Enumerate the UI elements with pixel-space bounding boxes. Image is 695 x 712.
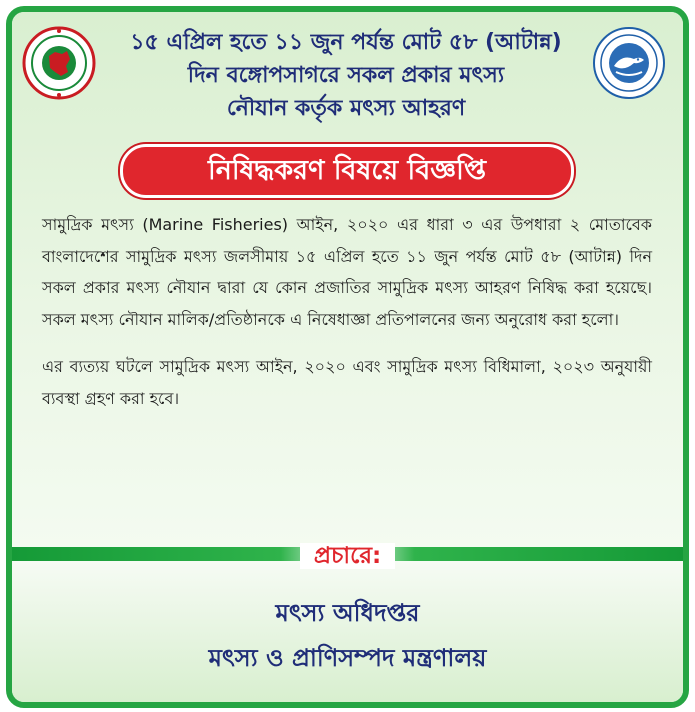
ministry-name: মৎস্য ও প্রাণিসম্পদ মন্ত্রণালয়: [208, 644, 487, 672]
fisheries-department-logo: [592, 26, 666, 100]
notice-frame: [6, 6, 689, 708]
header-line-2: দিন বঙ্গোপসাগরে সকল প্রকার মৎস্য: [187, 63, 505, 88]
notice-header: [108, 26, 584, 125]
notice-title: নিষিদ্ধকরণ বিষয়ে বিজ্ঞপ্তি: [120, 144, 574, 198]
government-seal-logo: [22, 26, 96, 100]
publicity-label-text: প্রচারে:: [300, 543, 395, 569]
header-line-1: ১৫ এপ্রিল হতে ১১ জুন পর্যন্ত মোট ৫৮ (আটান্ন): [130, 30, 562, 55]
notice-body: [42, 209, 652, 414]
body-paragraph-1: সামুদ্রিক মৎস্য (Marine Fisheries) আইন, ২০২০ এর ধারা ৩ এর উপধারা ২ মোতাবেক বাংলাদেশের সামুদ্রিক মৎস্য জলসীমায় ১৫ এপ্রিল হতে ১১ জুন পর্যন্ত মোট ৫৮ (আটান্ন) দিন সকল প্রকার মৎস্য নৌযান দ্বারা যে কোন প্রজাতির সামুদ্রিক মৎস্য আহরণ নিষিদ্ধ করা হয়েছে। সকল মৎস্য নৌযান মালিক/প্রতিষ্ঠানকে এ নিষেধাজ্ঞা প্রতিপালনের জন্য অনুরোধ করা হলো।: [42, 215, 652, 329]
publicity-label: [12, 539, 683, 573]
body-paragraph-2: এর ব্যত্যয় ঘটলে সামুদ্রিক মৎস্য আইন, ২০২০ এবং সামুদ্রিক মৎস্য বিধিমালা, ২০২৩ অনুযায়ী ব্যবস্থা গ্রহণ করা হবে।: [42, 357, 652, 408]
header-line-3: নৌযান কর্তৃক মৎস্য আহরণ: [226, 96, 466, 121]
department-name: মৎস্য অধিদপ্তর: [275, 599, 420, 627]
